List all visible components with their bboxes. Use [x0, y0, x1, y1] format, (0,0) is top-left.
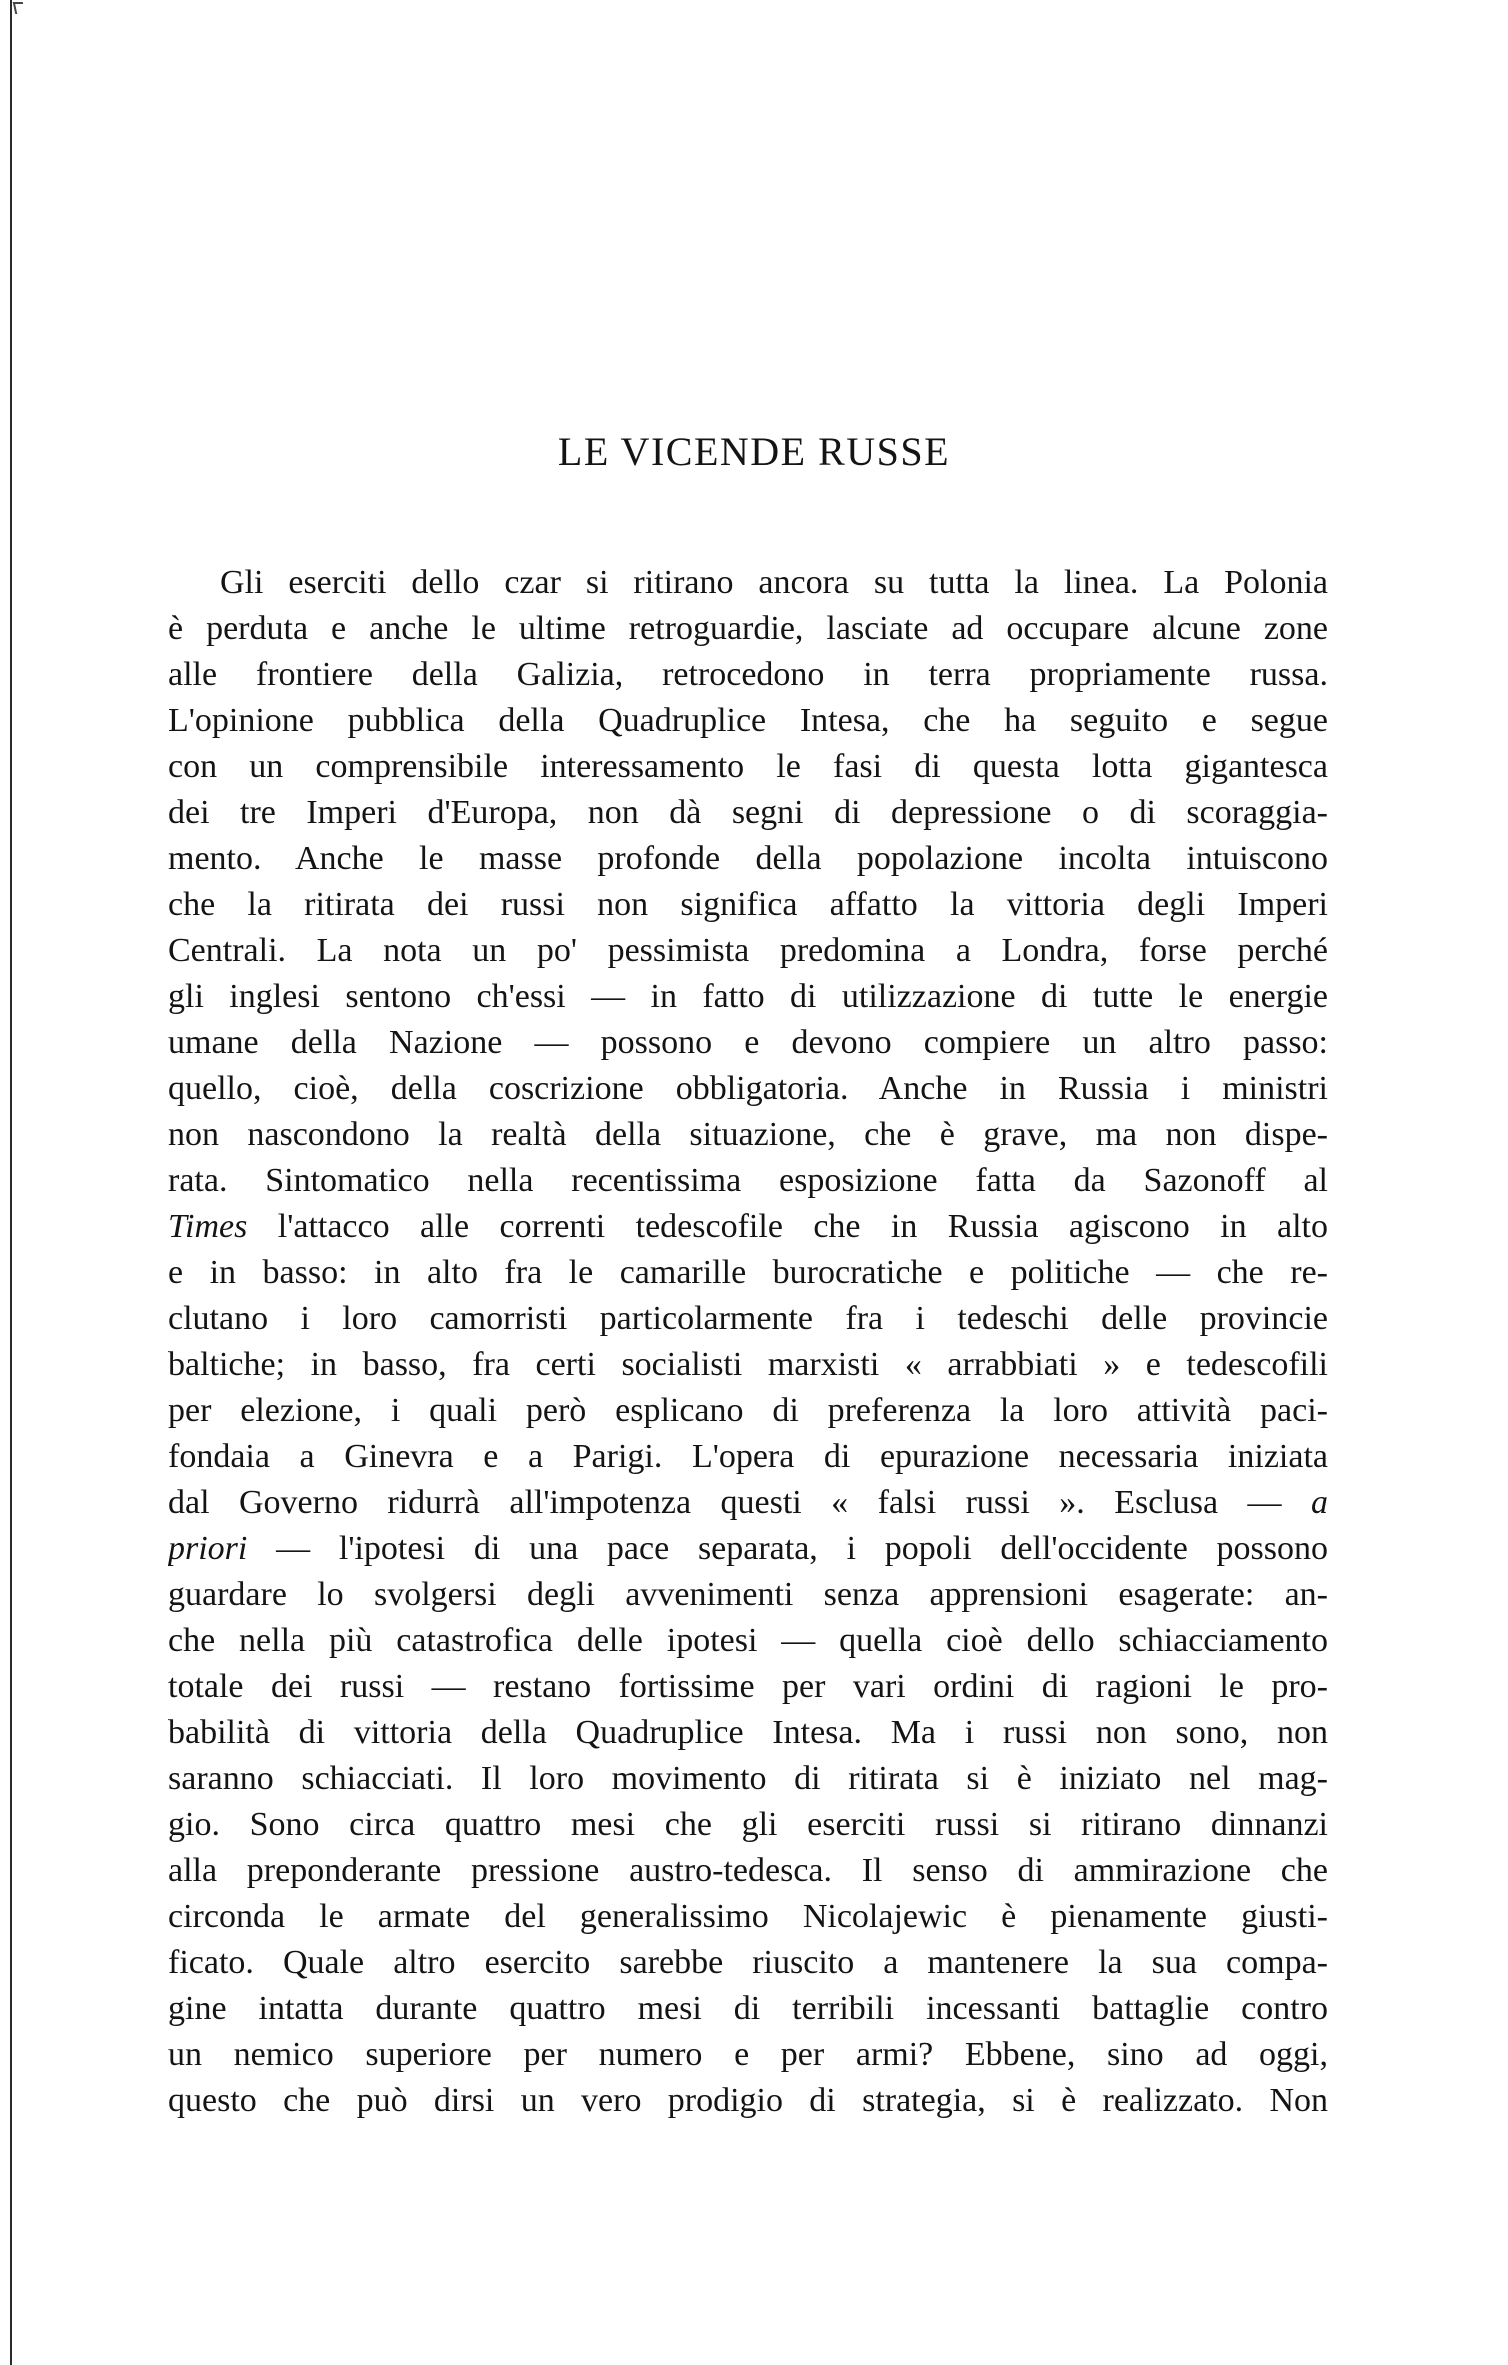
text-line: saranno schiacciati. Il loro movimento di ritirata si è iniziato nel mag- [168, 1760, 1328, 1797]
text-line: circonda le armate del generalissimo Nicolajewic è pienamente giusti- [168, 1898, 1328, 1935]
text-line: clutano i loro camorristi particolarmente fra i tedeschi delle provincie [168, 1300, 1328, 1337]
text-line: babilità di vittoria della Quadruplice Intesa. Ma i russi non sono, non [168, 1714, 1328, 1751]
italic-times: Times [168, 1208, 248, 1245]
text-line-rest: — l'ipotesi di una pace separata, i popoli dell'occidente possono [276, 1530, 1328, 1567]
text-line: è perduta e anche le ultime retroguardie, lasciate ad occupare alcune zone [168, 610, 1328, 647]
text-line: guardare lo svolgersi degli avvenimenti senza apprensioni esagerate: an- [168, 1576, 1328, 1613]
text-line: che la ritirata dei russi non significa affatto la vittoria degli Imperi [168, 886, 1328, 923]
text-line: alla preponderante pressione austro-tedesca. Il senso di ammirazione che [168, 1852, 1328, 1889]
chapter-title: LE VICENDE RUSSE [557, 429, 951, 474]
text-line-rest: l'attacco alle correnti tedescofile che in Russia agiscono in alto [277, 1208, 1328, 1245]
text-line: dei tre Imperi d'Europa, non dà segni di depressione o di scoraggia- [168, 794, 1328, 831]
text-line-lead: dal Governo ridurrà all'impotenza questi « falsi russi ». Esclusa — [168, 1484, 1282, 1521]
text-line: fondaia a Ginevra e a Parigi. L'opera di epurazione necessaria iniziata [168, 1438, 1328, 1475]
text-line: che nella più catastrofica delle ipotesi — quella cioè dello schiacciamento [168, 1622, 1328, 1659]
text-line: gli inglesi sentono ch'essi — in fatto di utilizzazione di tutte le energie [168, 978, 1328, 1015]
text-line: rata. Sintomatico nella recentissima esposizione fatta da Sazonoff al [168, 1162, 1328, 1199]
text-line: quello, cioè, della coscrizione obbligatoria. Anche in Russia i ministri [168, 1070, 1328, 1107]
text-line: alle frontiere della Galizia, retrocedono in terra propriamente russa. [168, 656, 1328, 693]
text-line: umane della Nazione — possono e devono compiere un altro passo: [168, 1024, 1328, 1061]
text-line: per elezione, i quali però esplicano di preferenza la loro attività paci- [168, 1392, 1328, 1429]
text-line: Centrali. La nota un po' pessimista predomina a Londra, forse perché [168, 932, 1328, 969]
text-line: gine intatta durante quattro mesi di terribili incessanti battaglie contro [168, 1990, 1328, 2027]
text-line: L'opinione pubblica della Quadruplice Intesa, che ha seguito e segue [168, 702, 1328, 739]
text-line: ficato. Quale altro esercito sarebbe riuscito a mantenere la sua compa- [168, 1944, 1328, 1981]
text-line: un nemico superiore per numero e per armi? Ebbene, sino ad oggi, [168, 2036, 1328, 2073]
body-paragraph [168, 560, 1328, 2124]
text-line-a [168, 1480, 1328, 1526]
scan-edge-line [10, 0, 12, 2365]
text-line-times [168, 1204, 1328, 1250]
text-line: con un comprensibile interessamento le fasi di questa lotta gigantesca [168, 748, 1328, 785]
text-line-priori [168, 1526, 1328, 1572]
text-line: totale dei russi — restano fortissime per vari ordini di ragioni le pro- [168, 1668, 1328, 1705]
scan-edge-mark [13, 2, 26, 14]
text-line: baltiche; in basso, fra certi socialisti marxisti « arrabbiati » e tedescofili [168, 1346, 1328, 1383]
text-line: Gli eserciti dello czar si ritirano ancora su tutta la linea. La Polonia [220, 564, 1328, 601]
italic-priori: priori [168, 1530, 248, 1567]
text-line: e in basso: in alto fra le camarille burocratiche e politiche — che re- [168, 1254, 1328, 1291]
text-line: non nascondono la realtà della situazione, che è grave, ma non dispe- [168, 1116, 1328, 1153]
italic-a: a [1311, 1484, 1328, 1521]
text-line: questo che può dirsi un vero prodigio di strategia, si è realizzato. Non [168, 2082, 1328, 2119]
text-line: gio. Sono circa quattro mesi che gli eserciti russi si ritirano dinnanzi [168, 1806, 1328, 1843]
text-line: mento. Anche le masse profonde della popolazione incolta intuiscono [168, 840, 1328, 877]
